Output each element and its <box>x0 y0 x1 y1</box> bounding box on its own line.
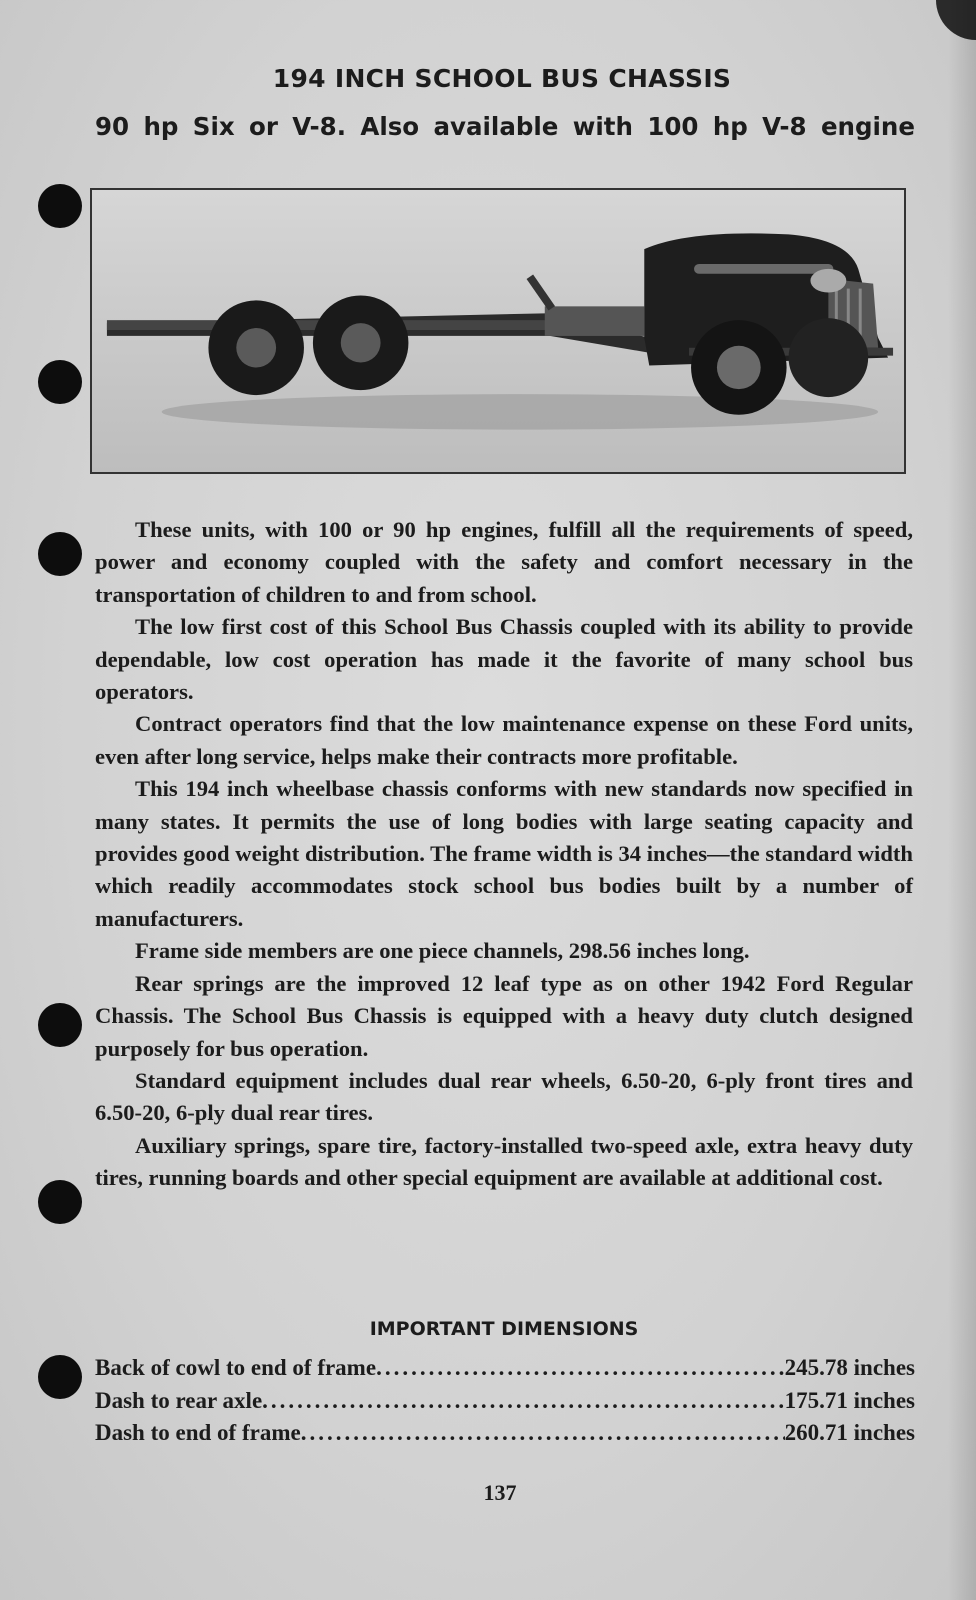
dimension-row <box>95 1352 915 1385</box>
dimension-row <box>95 1385 915 1418</box>
page-subtitle: 90 hp Six or V-8. Also available with 100 hp V-8 engine <box>95 112 915 141</box>
paragraph: Contract operators find that the low maintenance expense on these Ford units, even after long service, helps make their contracts more profitable. <box>95 711 913 769</box>
punch-hole <box>38 1355 82 1399</box>
dot-leader <box>262 1385 785 1418</box>
punch-hole <box>38 360 82 404</box>
paragraph: Standard equipment includes dual rear wheels, 6.50-20, 6-ply front tires and 6.50-20, 6-ply dual rear tires. <box>95 1067 913 1126</box>
dimension-label: Dash to rear axle <box>95 1387 263 1413</box>
dimension-value: 175.71 inches <box>784 1387 915 1413</box>
dimension-label: Back of cowl to end of frame <box>95 1355 377 1380</box>
punch-hole <box>38 184 82 228</box>
dot-leader <box>301 1417 785 1450</box>
punch-hole <box>38 532 82 576</box>
punch-hole <box>38 1180 82 1224</box>
body-text <box>95 514 913 1195</box>
dimensions-heading: IMPORTANT DIMENSIONS <box>369 1318 639 1340</box>
dot-leader <box>376 1352 785 1385</box>
paragraph: Auxiliary springs, spare tire, factory-installed two-speed axle, extra heavy duty tires, running boards and other special equipment are available at additional cost. <box>95 1132 913 1191</box>
dimension-row <box>95 1417 915 1450</box>
paragraph: Frame side members are one piece channels, 298.56 inches long. <box>135 938 750 964</box>
paragraph: Rear springs are the improved 12 leaf type as on other 1942 Ford Regular Chassis. The School Bus Chassis is equipped with a heavy duty clutch designed purposely for bus operation. <box>95 970 913 1061</box>
chassis-photo <box>90 188 906 474</box>
page-title: 194 INCH SCHOOL BUS CHASSIS <box>272 64 732 93</box>
dimensions-table <box>95 1352 915 1450</box>
page-edge-shadow <box>948 0 976 1600</box>
punch-hole <box>38 1003 82 1047</box>
paragraph: These units, with 100 or 90 hp engines, fulfill all the requirements of speed, power and economy coupled with the safety and comfort necessary in the transportation of children to and from school. <box>95 517 913 607</box>
paragraph: This 194 inch wheelbase chassis conforms with new standards now specified in many states. It permits the use of long bodies with large seating capacity and provides good weight distribution. The frame width is 34 inches—the standard width which readily accommodates stock school bus bodies built by a number of manufacturers. <box>95 776 913 931</box>
paragraph: The low first cost of this School Bus Chassis coupled with its ability to provide dependable, low cost operation has made it the favorite of many school bus operators. <box>95 614 913 705</box>
page-number: 137 <box>483 1480 517 1505</box>
dimension-label: Dash to end of frame <box>95 1420 301 1445</box>
dimension-value: 245.78 inches <box>784 1355 915 1380</box>
dimension-value: 260.71 inches <box>784 1420 915 1445</box>
